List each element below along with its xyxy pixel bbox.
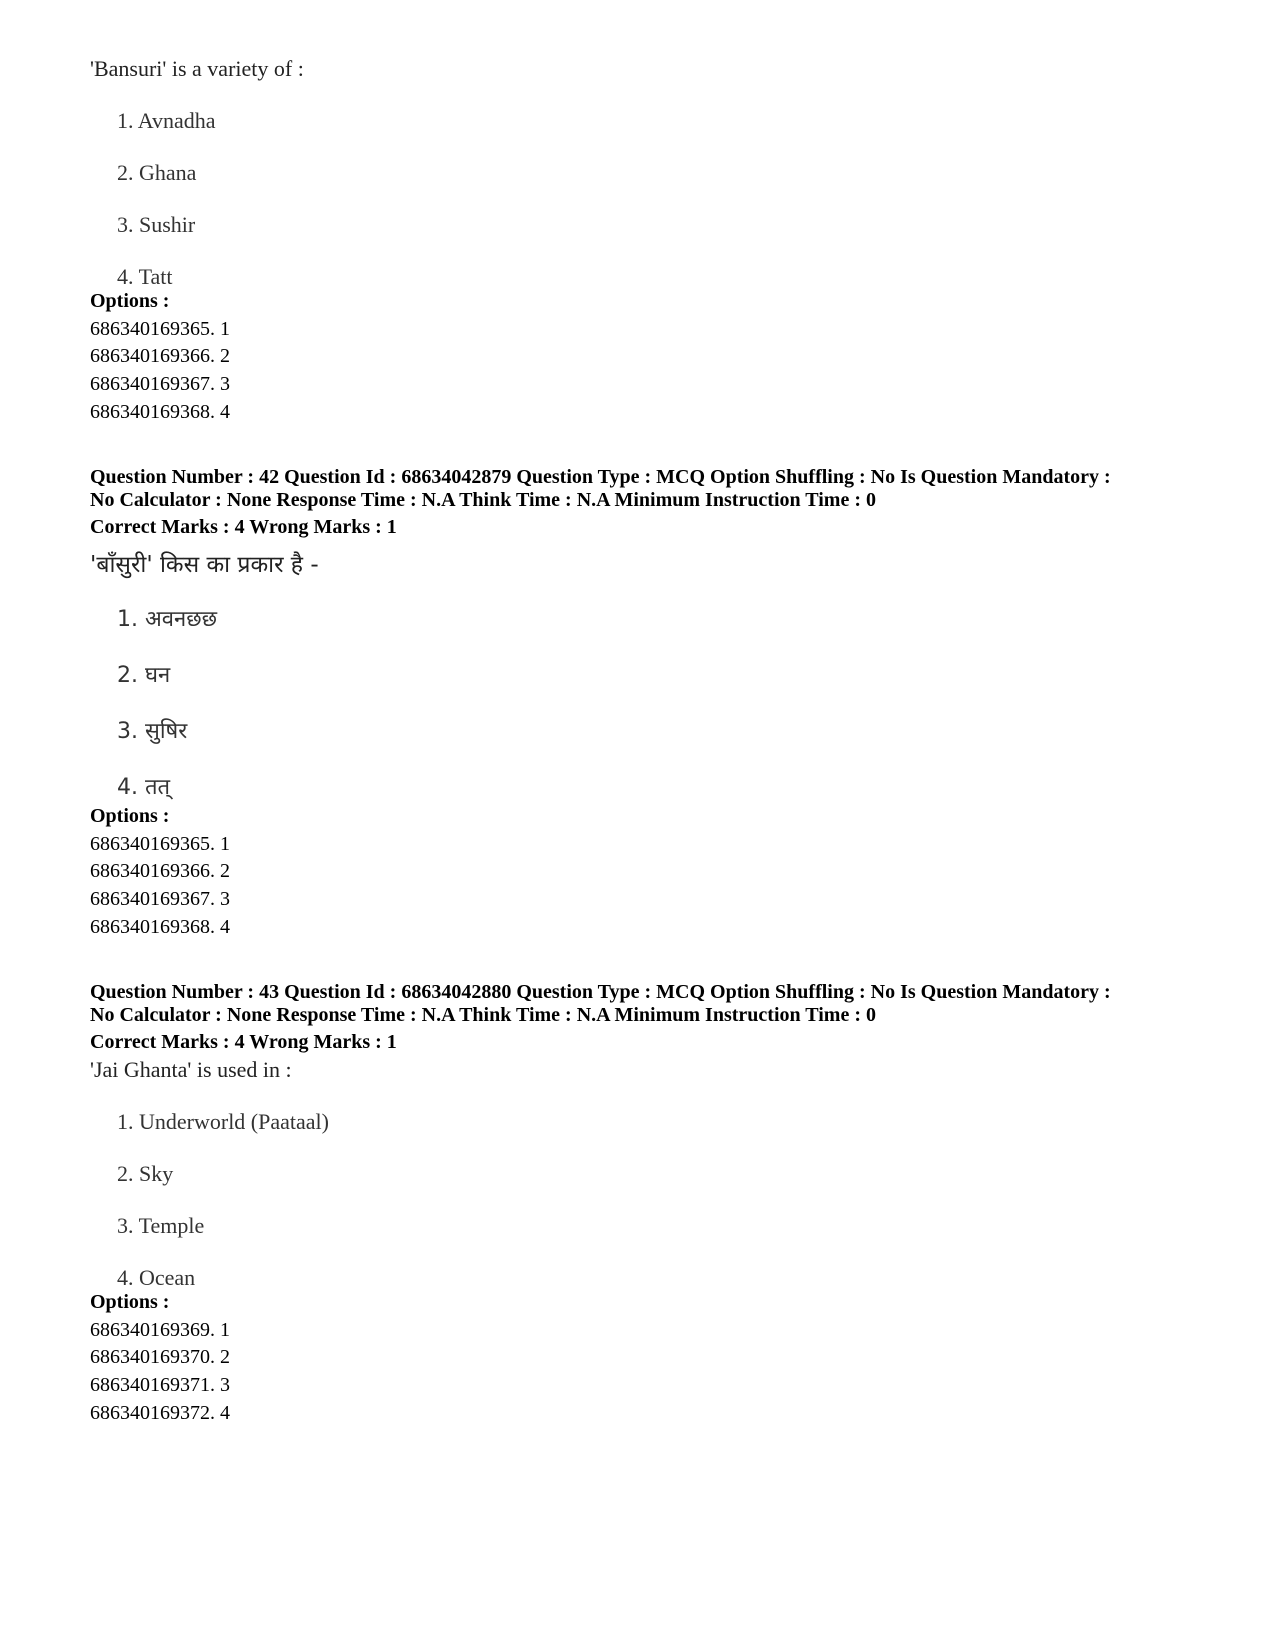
- choice-item: 4. Ocean: [117, 1265, 196, 1290]
- option-id: 686340169372. 4: [90, 1402, 230, 1424]
- choice-item: 4. तत्: [117, 775, 171, 800]
- choice-item: 1. Underworld (Paataal): [117, 1109, 329, 1134]
- option-id: 686340169367. 3: [90, 373, 230, 395]
- question-header: No Calculator : None Response Time : N.A Think Time : N.A Minimum Instruction Time : 0: [90, 489, 876, 511]
- question-header: No Calculator : None Response Time : N.A Think Time : N.A Minimum Instruction Time : 0: [90, 1004, 876, 1026]
- option-id: 686340169365. 1: [90, 833, 230, 855]
- options-label: Options :: [90, 290, 170, 312]
- question-header: Question Number : 43 Question Id : 68634042880 Question Type : MCQ Option Shuffling : No Is Question Mandatory :: [90, 981, 1111, 1003]
- options-label: Options :: [90, 1291, 170, 1313]
- option-id: 686340169365. 1: [90, 318, 230, 340]
- choice-item: 2. Ghana: [117, 160, 197, 185]
- option-id: 686340169368. 4: [90, 401, 230, 423]
- choice-item: 2. घन: [117, 663, 171, 688]
- options-label: Options :: [90, 805, 170, 827]
- marks-line: Correct Marks : 4 Wrong Marks : 1: [90, 516, 397, 538]
- option-id: 686340169371. 3: [90, 1374, 230, 1396]
- option-id: 686340169368. 4: [90, 916, 230, 938]
- choice-item: 3. Temple: [117, 1213, 205, 1238]
- option-id: 686340169366. 2: [90, 860, 230, 882]
- marks-line: Correct Marks : 4 Wrong Marks : 1: [90, 1031, 397, 1053]
- option-id: 686340169369. 1: [90, 1319, 230, 1341]
- choice-item: 1. Avnadha: [117, 108, 216, 133]
- option-id: 686340169370. 2: [90, 1346, 230, 1368]
- choice-item: 3. Sushir: [117, 212, 196, 237]
- choice-item: 3. सुषिर: [117, 719, 188, 744]
- question-header: Question Number : 42 Question Id : 68634042879 Question Type : MCQ Option Shuffling : No Is Question Mandatory :: [90, 466, 1111, 488]
- option-id: 686340169367. 3: [90, 888, 230, 910]
- choice-item: 2. Sky: [117, 1161, 174, 1186]
- question-text: 'Bansuri' is a variety of :: [90, 56, 304, 81]
- option-id: 686340169366. 2: [90, 345, 230, 367]
- choice-item: 1. अवनछछ: [117, 607, 218, 632]
- choice-item: 4. Tatt: [117, 264, 173, 289]
- question-text: 'बाँसुरी' किस का प्रकार है -: [90, 552, 319, 578]
- question-text: 'Jai Ghanta' is used in :: [90, 1057, 292, 1082]
